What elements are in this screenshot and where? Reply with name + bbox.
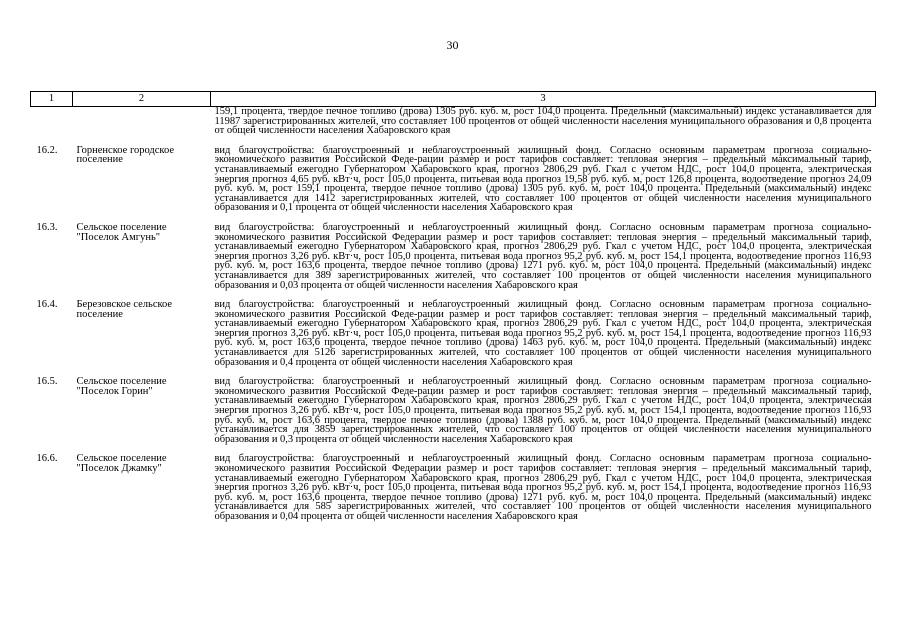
settlement-name: Сельское поселение "Поселок Амгунь" [76,221,167,243]
settlement-name: Березовское сельское поселение [76,299,173,320]
table-row [31,146,876,223]
empty-cell [31,107,73,146]
row-description: вид благоустройства: благоустроенный и неблагоустроенный жилищный фонд. Согласно основным параметрам прогноза социально-экономического развития Российской Феде-рации размер и рост тарифов составляет: тепловая энергия – предельный максимальный тариф, устанавливаемый ежегодно Губернатором Хабаровского края, прогноз 2806,29 руб. Гкал с учетом НДС, рост 104,0 процента, электрическая энергия прогноз 4,65 руб. кВт·ч, рост 105,0 процента, питьевая вода прогноз 19,58 руб. куб. м, рост 126,8 процента, водоотведение прогноз 24,09 руб. куб. м, рост 159,1 процента, твердое печное топливо (дрова) 1305 руб. куб. м, рост 104,0 процента. Предельный (максимальный) индекс устанавливается для 1412 зарегистрированных жителей, что составляет 100 процентов от общей численности населения муниципального образования и 0,1 процента от общей численности населения Хабаровского края [214,144,872,214]
table-header-row [31,92,876,107]
table-row [31,223,876,300]
empty-cell [73,107,211,146]
row-number: 16.5. [36,376,58,388]
tariff-table [30,91,876,532]
continuation-row [31,107,876,146]
table-row [31,300,876,377]
settlement-name: Сельское поселение "Поселок Джамку" [76,453,167,474]
row-number: 16.3. [36,221,58,233]
continuation-text: 159,1 процента, твердое печное топливо (дрова) 1305 руб. куб. м, рост 104,0 процента. Предельный (максимальный) индекс устанавливается для 11987 зарегистрированных жителей, что составляет 100 процентов от общей численности населения муниципального образования и 0,8 процента от общей численности населения Хабаровского края [214,106,872,137]
row-description: вид благоустройства: благоустроенный и неблагоустроенный жилищный фонд. Согласно основным параметрам прогноза социально-экономического развития Российской Федерации размер и рост тарифов составляет: тепловая энергия – предельный максимальный тариф, устанавливаемый ежегодно Губернатором Хабаровского края, прогноз 2806,29 руб. Гкал с учетом НДС, рост 104,0 процента, электрическая энергия прогноз 3,26 руб. кВт·ч, рост 105,0 процента, питьевая вода прогноз 95,2 руб. куб. м, рост 154,1 процента, водоотведение прогноз 116,93 руб. куб. м, рост 163,6 процента, твердое печное топливо (дрова) 1271 руб. куб. м, рост 104,0 процента. Предельный (максимальный) индекс устанавливается для 585 зарегистрированных жителей, что составляет 100 процентов от общей численности населения муниципального образования и 0,04 процента от общей численности населения Хабаровского края [214,453,872,522]
row-description: вид благоустройства: благоустроенный и неблагоустроенный жилищный фонд. Согласно основным параметрам прогноза социально-экономического развития Российской Феде-рации размер и рост тарифов составляет: тепловая энергия – предельный максимальный тариф, устанавливаемый ежегодно Губернатором Хабаровского края, прогноз 2806,29 руб. Гкал с учетом НДС, рост 104,0 процента, электрическая энергия прогноз 3,26 руб. кВт·ч, рост 105,0 процента, питьевая вода прогноз 95,2 руб. куб. м, рост 154,1 процента, водоотведение прогноз 116,93 руб. куб. м, рост 163,6 процента, твердое печное топливо (дрова) 1463 руб. куб. м, рост 104,0 процента. Предельный (максимальный) индекс устанавливается для 5126 зарегистрированных жителей, что составляет 100 процентов от общей численности населения муниципального образования и 0,4 процента от общей численности населения Хабаровского края [214,299,872,368]
column-header-1: 1 [31,92,73,107]
column-header-2: 2 [73,92,211,107]
row-number: 16.4. [36,299,58,311]
settlement-name: Сельское поселение "Поселок Горин" [76,376,167,397]
row-description: вид благоустройства: благоустроенный и неблагоустроенный жилищный фонд. Согласно основным параметрам прогноза социально-экономического развития Российской Феде-рации размер и рост тарифов составляет: тепловая энергия – предельный максимальный тариф, устанавливаемый ежегодно Губернатором Хабаровского края, прогноз 2806,29 руб. Гкал с учетом НДС, рост 104,0 процента, электрическая энергия прогноз 3,26 руб. кВт·ч, рост 105,0 процента, питьевая вода прогноз 95,2 руб. куб. м, рост 154,1 процента, водоотведение прогноз 116,93 руб. куб. м, рост 163,6 процента, твердое печное топливо (дрова) 1388 руб. куб. м, рост 104,0 процента. Предельный (максимальный) индекс устанавливается для 3859 зарегистрированных жителей, что составляет 100 процентов от общей численности населения муниципального образования и 0,3 процента от общей численности населения Хабаровского края [214,376,872,445]
table-row [31,377,876,454]
row-description: вид благоустройства: благоустроенный и неблагоустроенный жилищный фонд. Согласно основным параметрам прогноза социально-экономического развития Российской Федерации размер и рост тарифов составляет: тепловая энергия – предельный максимальный тариф, устанавливаемый ежегодно Губернатором Хабаровского края, прогноз 2806,29 руб. Гкал с учетом НДС, рост 104,0 процента, электрическая энергия прогноз 3,26 руб. кВт·ч, рост 105,0 процента, питьевая вода прогноз 95,2 руб. куб. м, рост 154,1 процента, водоотведение прогноз 116,93 руб. куб. м, рост 163,6 процента, твердое печное топливо (дрова) 1271 руб. куб. м, рост 104,0 процента. Предельный (максимальный) индекс устанавливается для 389 зарегистрированных жителей, что составляет 100 процентов от общей численности населения муниципального образования и 0,03 процента от общей численности населения Хабаровского края [214,221,872,291]
page-number: 30 [446,38,459,52]
row-number: 16.6. [36,453,58,465]
row-number: 16.2. [36,144,58,156]
table-row [31,454,876,531]
column-header-3: 3 [211,92,876,107]
settlement-name: Горненское городское поселение [76,144,175,166]
